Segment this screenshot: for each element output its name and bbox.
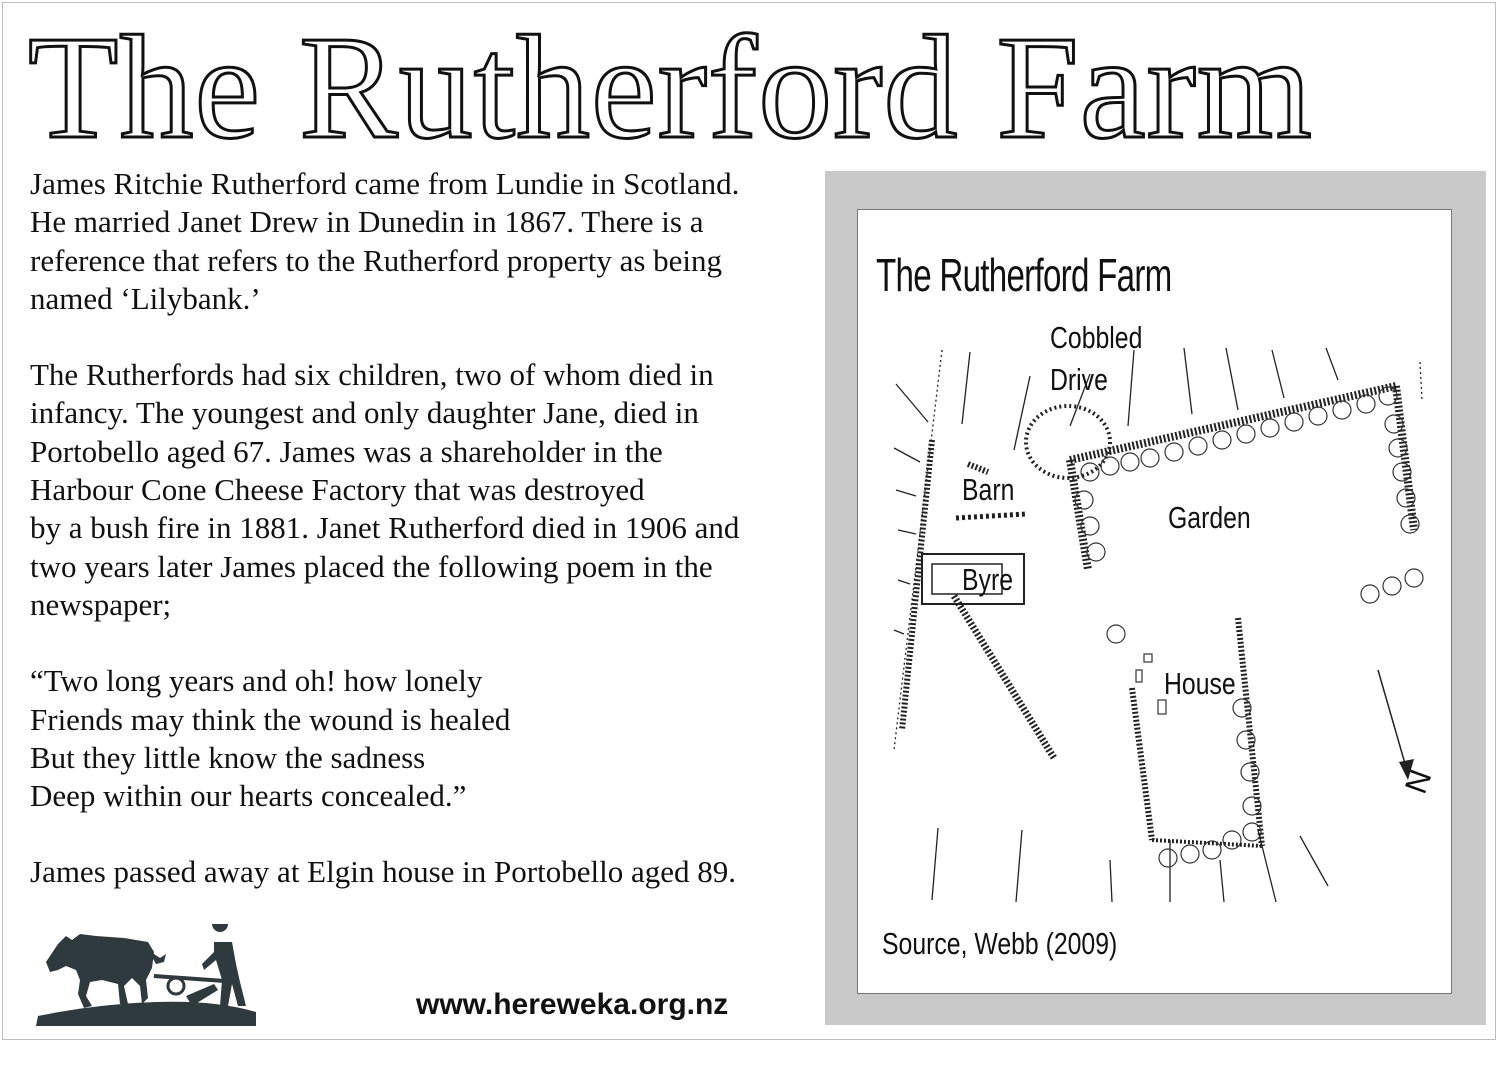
- text-line: two years later James placed the following poem in the: [30, 548, 713, 584]
- cobbled-label: Cobbled: [1050, 320, 1143, 355]
- garden-label: Garden: [1168, 500, 1251, 535]
- farm-site-plan: [858, 210, 1453, 995]
- paragraph-closing: [30, 853, 830, 891]
- north-label: N: [1398, 764, 1439, 798]
- poem: [30, 662, 830, 815]
- byre-label: Byre: [962, 562, 1013, 597]
- poem-line: “Two long years and oh! how lonely: [30, 663, 483, 699]
- map-source: Source, Webb (2009): [882, 926, 1118, 961]
- poem-line: Friends may think the wound is healed: [30, 701, 511, 737]
- map-panel: [825, 171, 1486, 1025]
- farm-map: [857, 209, 1452, 994]
- page-title: The Rutherford Farm: [28, 6, 1313, 170]
- paragraph-origin: [30, 165, 830, 318]
- text-line: infancy. The youngest and only daughter Jane, died in: [30, 395, 699, 431]
- drive-label: Drive: [1050, 362, 1108, 397]
- text-line: He married Janet Drew in Dunedin in 1867. There is a: [30, 204, 704, 240]
- house-label: House: [1164, 666, 1236, 701]
- horse-plough-silhouette-icon: [36, 924, 258, 1026]
- text-line: James passed away at Elgin house in Portobello aged 89.: [30, 854, 736, 890]
- text-line: James Ritchie Rutherford came from Lundie in Scotland.: [30, 166, 740, 201]
- text-line: reference that refers to the Rutherford property as being: [30, 242, 723, 278]
- poem-line: But they little know the sadness: [30, 739, 426, 775]
- text-line: named ‘Lilybank.’: [30, 280, 261, 316]
- barn-label: Barn: [962, 472, 1015, 507]
- text-line: Portobello aged 67. James was a shareholder in the: [30, 433, 663, 469]
- body-text: [30, 165, 830, 930]
- text-line: The Rutherfords had six children, two of whom died in: [30, 357, 714, 393]
- text-line: newspaper;: [30, 586, 172, 622]
- text-line: by a bush fire in 1881. Janet Rutherford died in 1906 and: [30, 510, 740, 546]
- map-title: The Rutherford Farm: [876, 249, 1172, 301]
- poem-line: Deep within our hearts concealed.”: [30, 778, 467, 814]
- paragraph-family: [30, 356, 830, 624]
- website-link[interactable]: www.hereweka.org.nz: [416, 988, 729, 1021]
- text-line: Harbour Cone Cheese Factory that was destroyed: [30, 472, 645, 508]
